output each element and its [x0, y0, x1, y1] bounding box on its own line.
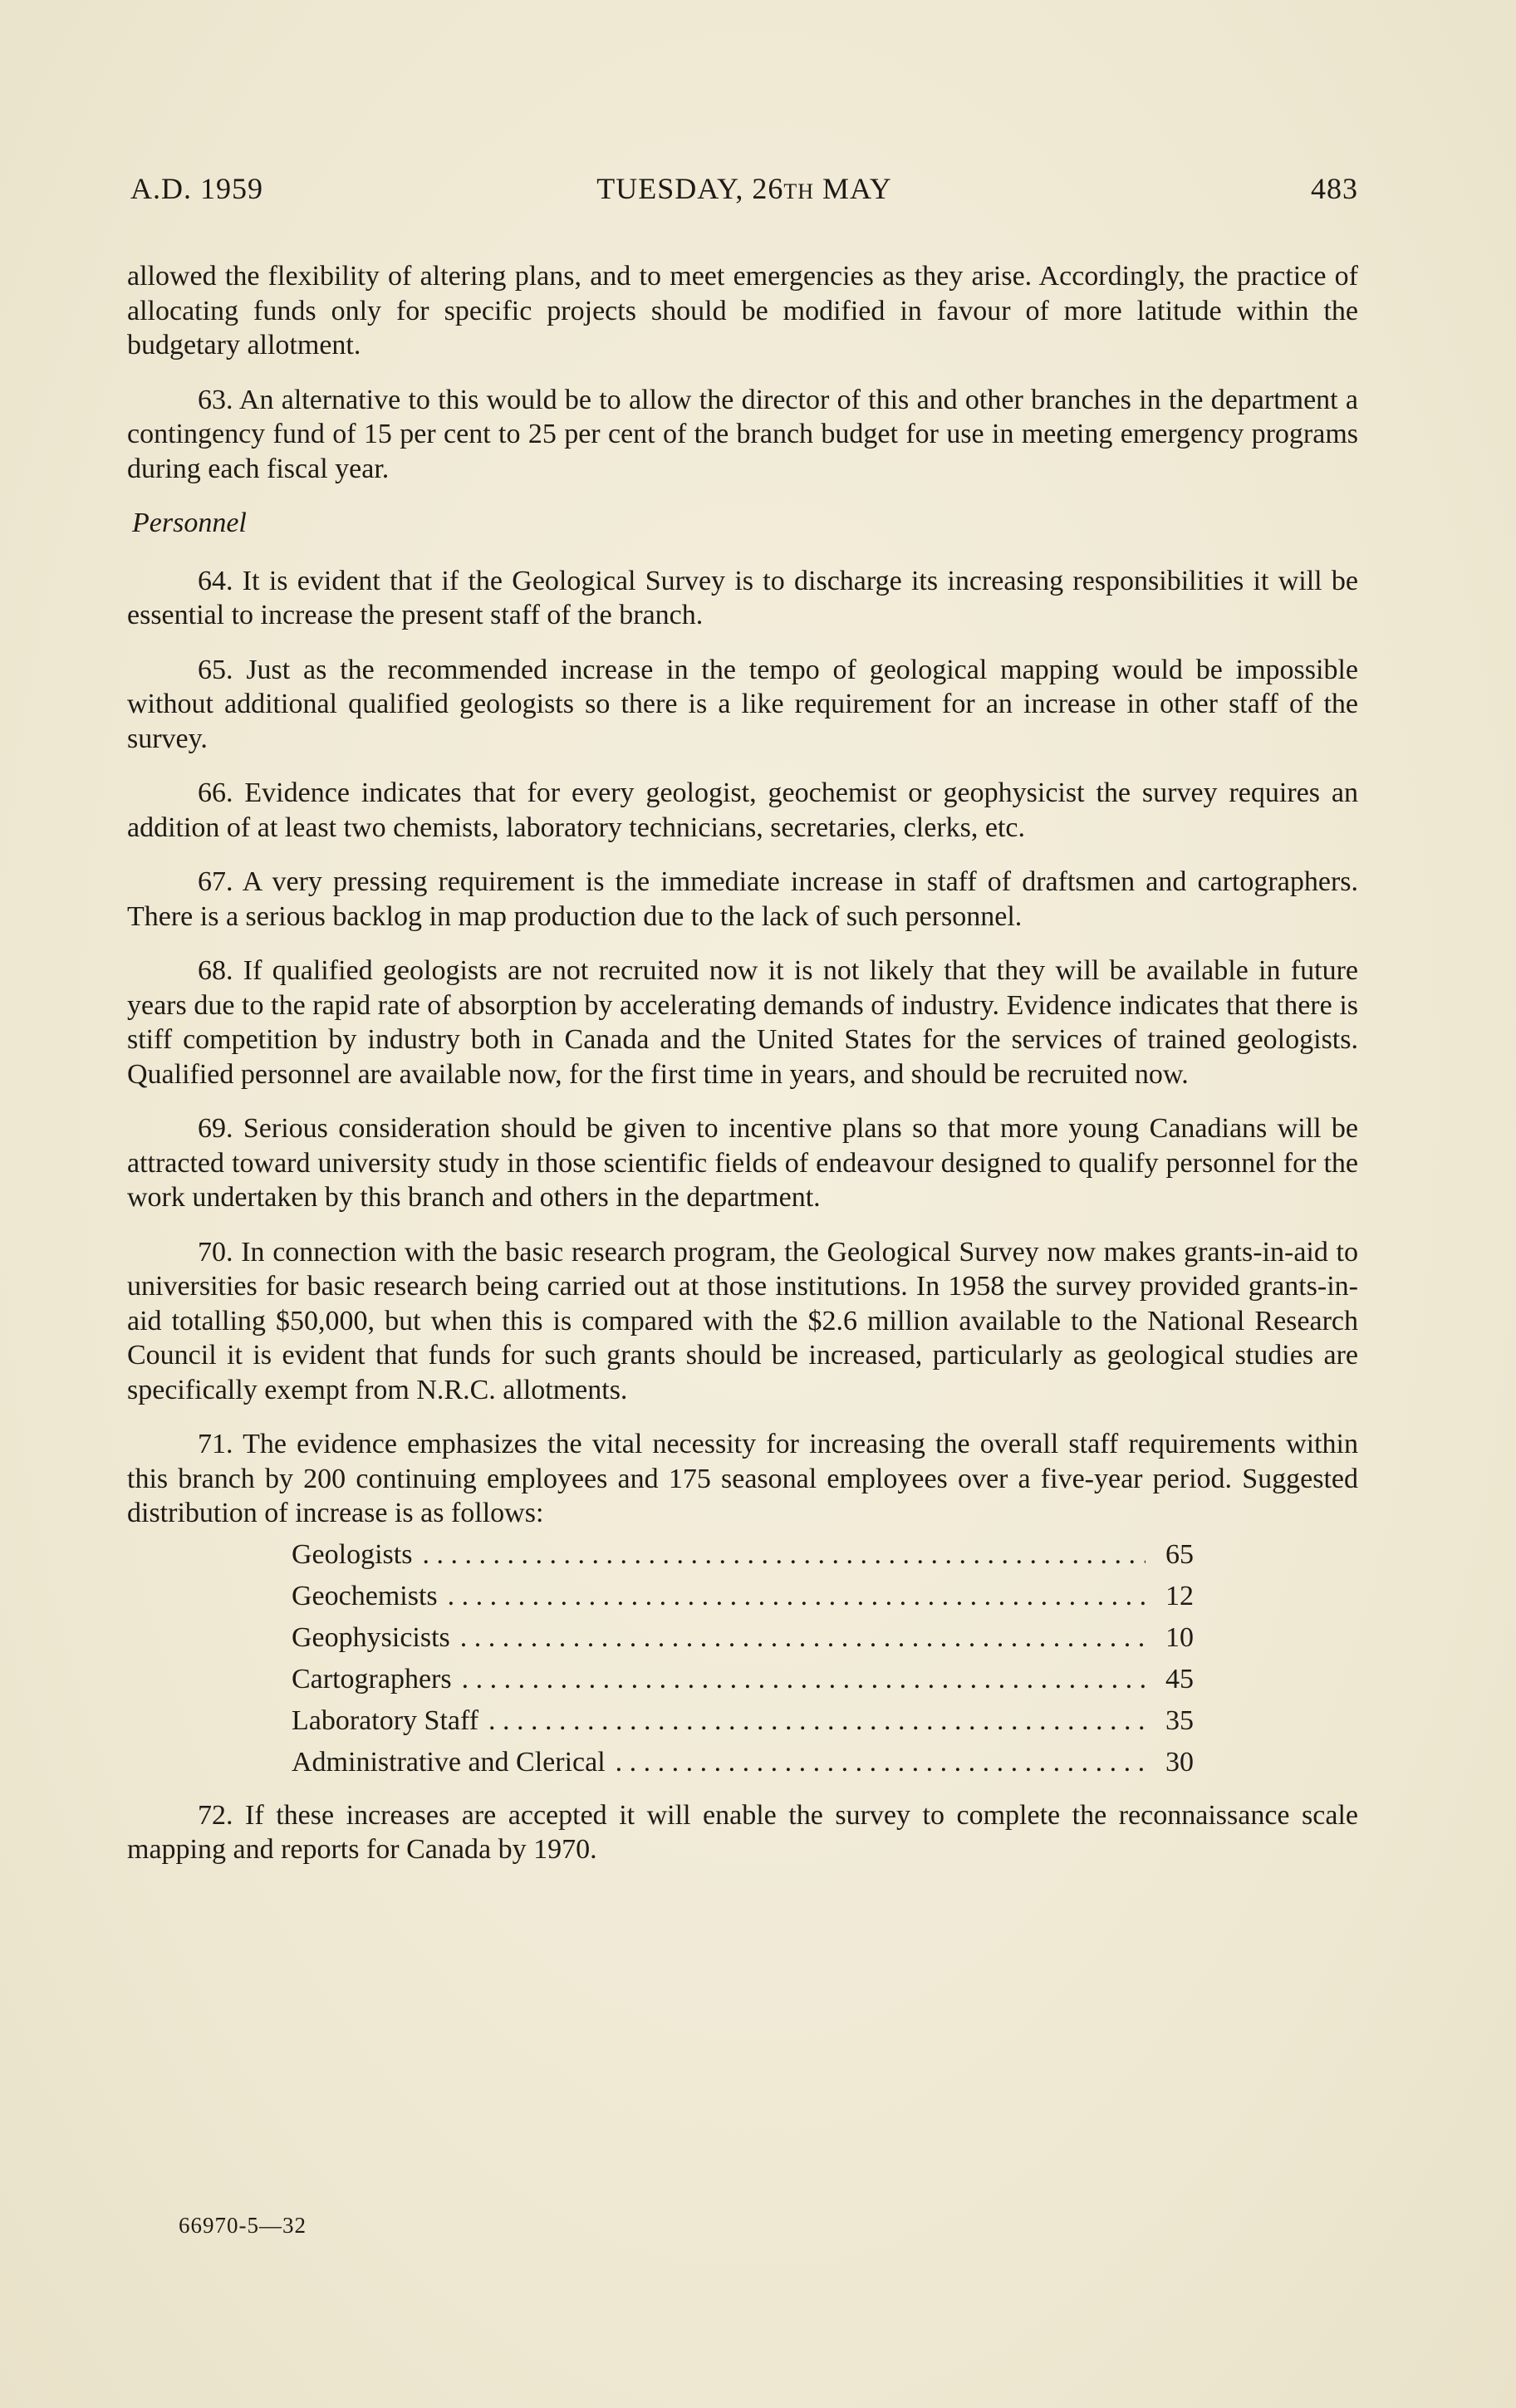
row-category: Administrative and Clerical — [292, 1746, 606, 1778]
paragraph-70: 70. In connection with the basic research program, the Geological Survey now makes grants-in-aid to universities for basic research being carried out at those institutions. In 1958 the survey provided grants-in-aid totalling $50,000, but when this is compared with the $2.6 million available to the National Research Council it is evident that funds for such grants should be increased, particularly as geological studies are specifically exempt from N.R.C. allotments. — [127, 1236, 1358, 1405]
paragraph-66: 66. Evidence indicates that for every geologist, geochemist or geophysicist the survey requires an addition of at least two chemists, laboratory technicians, secretaries, clerks, etc. — [127, 777, 1358, 843]
row-category: Geologists — [292, 1538, 413, 1570]
row-count: 65 — [1165, 1538, 1194, 1570]
header-year: A.D. 1959 — [130, 172, 263, 205]
section-heading: Personnel — [132, 508, 247, 538]
header-weekday: TUESDAY, 26 — [596, 172, 784, 205]
print-code: 66970-5—32 — [179, 2213, 307, 2238]
paragraph-63: 63. An alternative to this would be to allow the director of this and other branches in the department a contingency fund of 15 per cent to 25 per cent of the branch budget for use in meeting emergency programs during each fiscal year. — [127, 384, 1358, 484]
dot-leader — [462, 1662, 1146, 1697]
row-category: Geophysicists — [292, 1621, 450, 1653]
table-row — [292, 1621, 1194, 1662]
row-count: 10 — [1165, 1621, 1194, 1653]
dot-leader — [422, 1537, 1146, 1572]
paragraph-64: 64. It is evident that if the Geological Survey is to discharge its increasing responsibilities it will be essential to increase the present staff of the branch. — [127, 565, 1358, 630]
row-count: 30 — [1165, 1746, 1194, 1778]
paragraph-68: 68. If qualified geologists are not recruited now it is not likely that they will be available in future years due to the rapid rate of absorption by accelerating demands of industry. Evidence indicates that there is stiff competition by industry both in Canada and the United States for the services of trained geologists. Qualified personnel are available now, for the first time in years, and should be recruited now. — [127, 955, 1358, 1090]
header-day-suffix: TH — [783, 179, 815, 204]
dot-leader — [488, 1704, 1146, 1739]
row-category: Laboratory Staff — [292, 1704, 479, 1736]
distribution-table — [292, 1537, 1194, 1787]
table-row — [292, 1745, 1194, 1787]
paragraph-continued: allowed the flexibility of altering plans, and to meet emergencies as they arise. Accordingly, the practice of allocating funds only for specific projects should be modified in favour of more latitude within the budgetary allotment. — [127, 261, 1358, 360]
paragraph-67: 67. A very pressing requirement is the immediate increase in staff of draftsmen and cartographers. There is a serious backlog in map production due to the lack of such personnel. — [127, 866, 1358, 932]
paragraph-72: 72. If these increases are accepted it will enable the survey to complete the reconnaissance scale mapping and reports for Canada by 1970. — [127, 1799, 1358, 1865]
table-row — [292, 1704, 1194, 1745]
row-category: Geochemists — [292, 1580, 438, 1611]
page-body — [127, 259, 1358, 1887]
table-row — [292, 1662, 1194, 1704]
table-row — [292, 1537, 1194, 1579]
row-category: Cartographers — [292, 1663, 452, 1694]
paragraph-71: 71. The evidence emphasizes the vital necessity for increasing the overall staff requirements within this branch by 200 continuing employees and 175 seasonal employees over a five-year period. Suggested distribution of increase is as follows: — [127, 1429, 1358, 1528]
page-number: 483 — [1311, 172, 1358, 205]
dot-leader — [616, 1745, 1146, 1780]
paragraph-65: 65. Just as the recommended increase in the tempo of geological mapping would be impossible without additional qualified geologists so there is a like requirement for an increase in other staff of the survey. — [127, 654, 1358, 754]
row-count: 45 — [1165, 1663, 1194, 1694]
dot-leader — [460, 1621, 1146, 1655]
table-row — [292, 1579, 1194, 1621]
header-date — [130, 171, 1358, 206]
dot-leader — [448, 1579, 1146, 1614]
row-count: 12 — [1165, 1580, 1194, 1611]
paragraph-69: 69. Serious consideration should be given to incentive plans so that more young Canadians will be attracted toward university study in those scientific fields of endeavour designed to qualify personnel for the work undertaken by this branch and others in the department. — [127, 1113, 1358, 1213]
running-header — [130, 171, 1358, 213]
header-month: MAY — [814, 172, 892, 205]
row-count: 35 — [1165, 1704, 1194, 1736]
